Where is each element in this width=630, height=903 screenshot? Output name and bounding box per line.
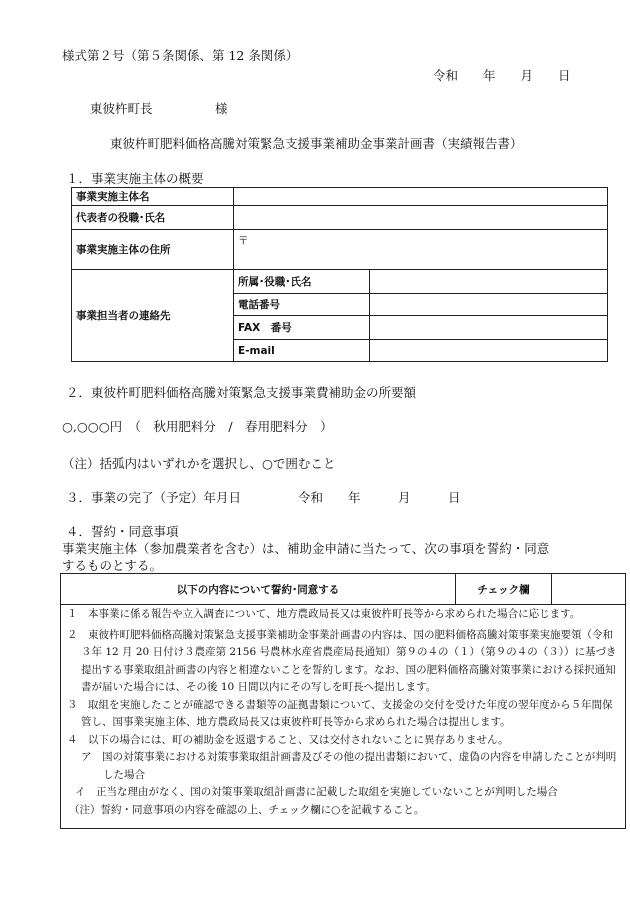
entity-name-label: 事業実施主体名 [72,188,234,206]
section4-heading: ４．誓約・同意事項 [66,524,179,539]
pledge-sub-item: イ 正当な理由がなく、国の対策事業取組計画書に記載した取組を実施していないことが判明した場合 [75,786,558,798]
pledge-intro-line1: 事業実施主体（参加農業者を含む）は、補助金申請に当たって、次の事項を誓約・同意 [62,541,550,556]
address-label: 事業実施主体の住所 [72,230,234,270]
amount-note: （注）括弧内はいずれかを選択し、○で囲むこと [62,456,336,471]
contact-label: 事業担当者の連絡先 [72,270,234,362]
pledge-content [61,605,626,829]
check-cell[interactable] [552,574,626,605]
pledge-item: ４ 以下の場合には、町の補助金を返還すること、又は交付されないことに異存ありません。 [67,733,509,746]
fax-field[interactable] [370,316,608,340]
fax-label: FAX 番号 [234,316,370,340]
addressee: 東彼杵町長 様 [90,101,228,116]
section3-heading: ３．事業の完了（予定）年月日 [66,490,242,505]
pledge-item: １ 本事業に係る報告や立入調査について、地方農政局長又は東彼杵町長等から求められた場合に応じます。 [67,608,581,620]
pledge-table [60,573,626,829]
section1-heading: １．事業実施主体の概要 [66,171,204,186]
pledge-item: ３ 取組を実施したことが確認できる書類等の証拠書類について、支援金の交付を受けた年度の翌年度から５年間保管し、国事業実施主体、地方農政局長又は東彼杵町長等から求められた場合は提出します。 [67,698,613,728]
form-number: 様式第２号（第５条関係、第 12 条関係） [62,48,299,63]
email-label: E-mail [234,340,370,362]
section2-heading: ２．東彼杵町肥料価格高騰対策緊急支援事業費補助金の所要額 [66,385,417,400]
pledge-intro-line2: するものとする。 [62,558,163,573]
pledge-header: 以下の内容について誓約･同意する [61,574,456,605]
check-column-header: チェック欄 [456,574,552,605]
address-field[interactable] [234,230,608,270]
pledge-sub-item: ア 国の対策事業における対策事業取組計画書及びその他の提出書類において、虚偽の内容を申請したことが判明した場合 [81,751,617,781]
required-amount: ○,○○○円 （ 秋用肥料分 / 春用肥料分 ） [62,419,333,434]
affiliation-field[interactable] [370,270,608,294]
date-line: 令和 年 月 日 [433,68,571,83]
pledge-item: ２ 東彼杵町肥料価格高騰対策緊急支援事業補助金事業計画書の内容は、国の肥料価格高騰対策事業実施要領（令和３年 12 月 20 日付け３農産第 2156 号農林水産省農産局長通知）第９の４の（１）（第９の４の（３））に基づき提出する事業取組計画書の内容と相違ないことを誓約します。なお、国の肥料価格高騰対策事業における採択通知書が届いた場合には、その後 10 日間以内にその写しを町長へ提出します。 [67,628,617,693]
completion-date: 令和 年 月 日 [298,490,461,505]
phone-label: 電話番号 [234,294,370,316]
representative-label: 代表者の役職･氏名 [72,206,234,230]
email-field[interactable] [370,340,608,362]
postal-mark: 〒 [238,235,249,247]
document-title: 東彼杵町肥料価格高騰対策緊急支援事業補助金事業計画書（実績報告書） [110,136,523,151]
affiliation-label: 所属･役職･氏名 [234,270,370,294]
entity-overview-table [71,187,608,362]
entity-name-field[interactable] [234,188,608,206]
pledge-footnote: （注）誓約・同意事項の内容を確認の上、チェック欄に○を記載すること。 [69,803,425,816]
phone-field[interactable] [370,294,608,316]
representative-field[interactable] [234,206,608,230]
